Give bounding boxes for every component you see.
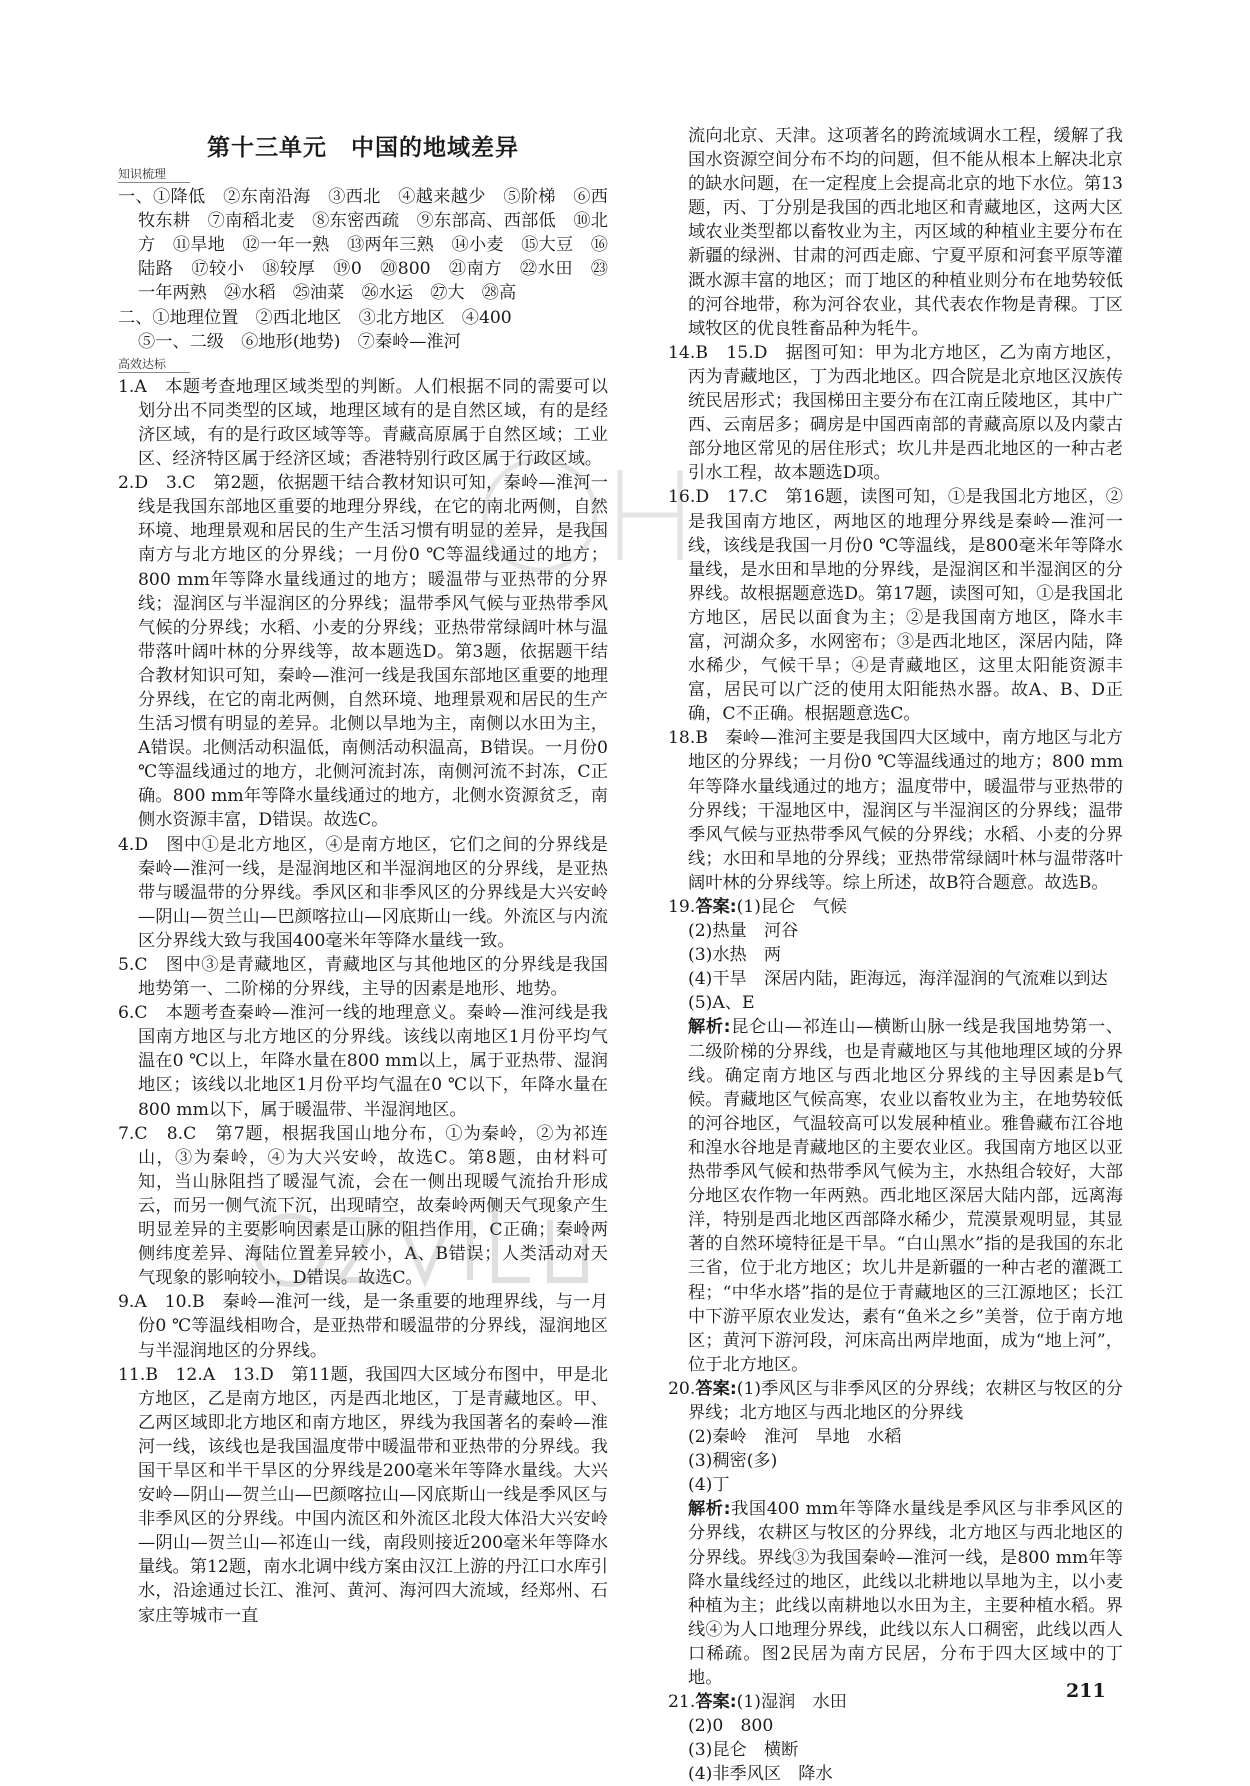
q20-analysis-text: 我国400 mm年等降水量线是季风区与非季风区的分界线，农耕区与牧区的分界线，北方地区与西北地区的分界线。界线③为我国秦岭—淮河一线，是800 mm年等降水量线经过的地区，此线以北耕地以旱地为主，以小麦种植为主；此线以南耕地以水田为主，主要种植水稻。界线④为人口地理分界线，此线以东人口稠密，此线以西人口稀疏。图2民居为南方民居，分布于四大区域中的丁地。 [688, 1499, 1123, 1688]
answer-q7-q8: 7.C 8.C 第7题，根据我国山地分布，①为秦岭，②为祁连山，③为秦岭，④为大兴安岭，故选C。第8题，由材料可知，当山脉阻挡了暖湿气流，会在一侧出现暖气流抬升形成云，而另一侧气流下沉，出现晴空，故秦岭两侧天气现象产生明显差异的主要影响因素是山脉的阻挡作用，C正确；秦岭两侧纬度差异、海陆位置差异较小，A、B错误；人类活动对天气现象的影响较小，D错误。故选C。 [118, 1123, 608, 1289]
q21-answer-1: (1)湿润 水田 [736, 1692, 847, 1713]
q19-answer-3: (3)水热 两 [688, 945, 782, 966]
q20-analysis-label: 解析: [688, 1499, 731, 1520]
q20-number: 20. [668, 1378, 696, 1399]
q21-answer-label: 答案: [695, 1692, 737, 1713]
knowledge-part-1: 一、①降低 ②东南沿海 ③西北 ④越来越少 ⑤阶梯 ⑥西牧东耕 ⑦南稻北麦 ⑧东密西疏 ⑨东部高、西部低 ⑩北方 ⑪旱地 ⑫一年一熟 ⑬两年三熟 ⑭小麦 ⑮大豆 ⑯陆路 ⑰较小 ⑱较厚 ⑲0 ⑳800 ㉑南方 ㉒水田 ㉓一年两熟 ㉔水稻 ㉕油菜 ㉖水运 ㉗大 ㉘高 [118, 187, 608, 304]
section-label-knowledge: 知识梳理 [118, 166, 190, 183]
answer-q11-q13: 11.B 12.A 13.D 第11题，我国四大区域分布图中，甲是北方地区，乙是南方地区，丙是西北地区，丁是青藏地区。甲、乙两区域即北方地区和南方地区，界线为我国著名的秦岭—淮河一线，该线也是我国温度带中暖温带和亚热带的分界线。我国干旱区和半干旱区的分界线是200毫米年等降水量线。大兴安岭—阴山—贺兰山—巴颜喀拉山—冈底斯山一线是季风区与非季风区的分界线。中国内流区和外流区北段大体沿大兴安岭—阴山—贺兰山—祁连山一线，南段则接近200毫米年等降水量线。第12题，南水北调中线方案由汉江上游的丹江口水库引水，沿途通过长江、淮河、黄河、海河四大流域，经郑州、石家庄等城市一直 [118, 1364, 608, 1626]
right-column [668, 124, 1123, 1786]
answer-q1: 1.A 本题考查地理区域类型的判断。人们根据不同的需要可以划分出不同类型的区域，地理区域有的是自然区域，有的是经济区域，有的是行政区域等等。青藏高原属于自然区域；工业区、经济特区属于经济区域；香港特别行政区属于行政区域。 [118, 376, 608, 470]
answer-q21-head [668, 1690, 1123, 1714]
q19-answer-label: 答案: [695, 897, 737, 917]
answer-q2-q3: 2.D 3.C 第2题，依据题干结合教材知识可知，秦岭—淮河一线是我国东部地区重要的地理分界线，在它的南北两侧，自然环境、地理景观和居民的生产生活习惯有明显的差异，是我国南方与北方地区的分界线；一月份0 ℃等温线通过的地方；800 mm年等降水量线通过的地方；暖温带与亚热带的分界线；湿润区与半湿润区的分界线；温带季风气候与亚热带季风气候的分界线；水稻、小麦的分界线；亚热带常绿阔叶林与温带落叶阔叶林的分界线等，故本题选D。第3题，依据题干结合教材知识可知，秦岭—淮河一线是我国东部地区重要的地理分界线，在它的南北两侧，自然环境、地理景观和居民的生产生活习惯有明显的差异。北侧以旱地为主，南侧以水田为主，A错误。北侧活动积温低，南侧活动积温高，B错误。一月份0 ℃等温线通过的地方，北侧河流封冻，南侧河流不封冻，C正确。800 mm年等降水量线通过的地方，北侧水资源贫乏，南侧水资源丰富，D错误。故选C。 [118, 473, 608, 831]
q19-analysis-label: 解析: [688, 1017, 731, 1038]
answer-q5: 5.C 图中③是青藏地区，青藏地区与其他地区的分界线是我国地势第一、二阶梯的分界线，主导的因素是地形、地势。 [118, 955, 608, 1000]
q21-answer-2: (2)0 800 [688, 1716, 774, 1737]
q20-answer-1: (1)季风区与非季风区的分界线；农耕区与牧区的分界线；北方地区与西北地区的分界线 [688, 1378, 1123, 1423]
answer-q19-head [668, 895, 1123, 919]
answer-q20-head [668, 1377, 1123, 1425]
q19-number: 19. [668, 897, 696, 917]
q20-analysis [668, 1497, 1123, 1690]
q21-answer-3: (3)昆仑 横断 [688, 1740, 799, 1761]
q20-answer-3: (3)稠密(多) [688, 1451, 778, 1472]
page-title: 第十三单元 中国的地域差异 [207, 135, 519, 161]
answer-q6: 6.C 本题考查秦岭—淮河一线的地理意义。秦岭—淮河线是我国南方地区与北方地区的分界线。该线以南地区1月份平均气温在0 ℃以上，年降水量在800 mm以上，属于亚热带、湿润地区；该线以北地区1月份平均气温在0 ℃以下，年降水量在800 mm以下，属于暖温带、半湿润地区。 [118, 1003, 608, 1120]
section-label-practice: 高效达标 [118, 356, 190, 373]
q21-answer-4: (4)非季风区 降水 [688, 1764, 833, 1785]
answer-q16-q17: 16.D 17.C 第16题，读图可知，①是我国北方地区，②是我国南方地区，两地区的地理分界线是秦岭—淮河一线，该线是我国一月份0 ℃等温线，是800毫米年等降水量线，是水田和旱地的分界线，是湿润区和半湿润区的分界线。故根据题意选D。第17题，读图可知，①是我国北方地区，居民以面食为主；②是我国南方地区，降水丰富，河湖众多，水网密布；③是西北地区，深居内陆，降水稀少，气候干旱；④是青藏地区，这里太阳能资源丰富，居民可以广泛的使用太阳能热水器。故A、B、D正确，C不正确。根据题意选C。 [668, 487, 1123, 725]
knowledge-part-2b: ⑤一、二级 ⑥地形(地势) ⑦秦岭—淮河 [138, 331, 461, 352]
answer-q18: 18.B 秦岭—淮河主要是我国四大区域中，南方地区与北方地区的分界线；一月份0 ℃等温线通过的地方；800 mm年等降水量线通过的地方；温度带中，暖温带与亚热带的分界线；干湿地区中，湿润区与半湿润区的分界线；温带季风气候与亚热带季风气候的分界线；水稻、小麦的分界线；水田和旱地的分界线；亚热带常绿阔叶林与温带落叶阔叶林的分界线等。综上所述，故B符合题意。故选B。 [668, 728, 1123, 893]
answer-q13-continued: 流向北京、天津。这项著名的跨流域调水工程，缓解了我国水资源空间分布不均的问题，但不能从根本上解决北京的缺水问题，在一定程度上会提高北京的地下水位。第13题，丙、丁分别是我国的西北地区和青藏地区，这两大区域农业类型都以畜牧业为主，丙区域的种植业主要分布在新疆的绿洲、甘肃的河西走廊、宁夏平原和河套平原等灌溉水源丰富的地区；而丁地区的种植业则分布在地势较低的河谷地带，称为河谷农业，其代表农作物是青稞。丁区域牧区的优良牲畜品种为牦牛。 [688, 126, 1123, 339]
q19-answer-5: (5)A、E [688, 993, 755, 1014]
answer-q4: 4.D 图中①是北方地区，④是南方地区，它们之间的分界线是秦岭—淮河一线，是湿润地区和半湿润地区的分界线，是亚热带与暖温带的分界线。季风区和非季风区的分界线是大兴安岭—阴山—贺兰山—巴颜喀拉山—冈底斯山一线。外流区与内流区分界线大致与我国400毫米年等降水量线一致。 [118, 834, 608, 951]
q19-answer-2: (2)热量 河谷 [688, 921, 799, 942]
answer-q14-q15: 14.B 15.D 据图可知：甲为北方地区，乙为南方地区，丙为青藏地区，丁为西北地区。四合院是北京地区汉族传统民居形式；我国梯田主要分布在江南丘陵地区，其中广西、云南居多；碉房是中国西南部的青藏高原以及内蒙古部分地区常见的居住形式；坎儿井是西北地区的一种古老引水工程，故本题选D项。 [668, 342, 1123, 484]
left-column [118, 126, 608, 1628]
q20-answer-label: 答案: [695, 1378, 737, 1399]
q20-answer-4: (4)丁 [688, 1475, 730, 1496]
page-number: 211 [1066, 1680, 1106, 1702]
q20-answer-2: (2)秦岭 淮河 旱地 水稻 [688, 1427, 902, 1448]
q19-answer-4: (4)干旱 深居内陆，距海远，海洋湿润的气流难以到达 [688, 969, 1108, 990]
answer-q9-q10: 9.A 10.B 秦岭—淮河一线，是一条重要的地理界线，与一月份0 ℃等温线相吻合，是亚热带和暖温带的分界线，湿润地区与半湿润地区的分界线。 [118, 1292, 608, 1361]
knowledge-part-2a: 二、①地理位置 ②西北地区 ③北方地区 ④400 [118, 307, 512, 328]
q19-analysis [668, 1015, 1123, 1376]
q19-answer-1: (1)昆仑 气候 [736, 897, 847, 917]
q19-analysis-text: 昆仑山—祁连山—横断山脉一线是我国地势第一、二级阶梯的分界线，也是青藏地区与其他地理区域的分界线。确定南方地区与西北地区分界线的主导因素是b气候。青藏地区气候高寒，农业以畜牧业为主，在地势较低的河谷地区，气温较高可以发展种植业。雅鲁藏布江谷地和湟水谷地是青藏地区的主要农业区。我国南方地区以亚热带季风气候和热带季风气候为主，水热组合较好，大部分地区农作物一年两熟。西北地区深居大陆内部，远离海洋，特别是西北地区西部降水稀少，荒漠景观明显，其显著的自然环境特征是干旱。“白山黑水”指的是我国的东北三省，位于北方地区；坎儿井是新疆的一种古老的灌溉工程；“中华水塔”指的是位于青藏地区的三江源地区；长江中下游平原农业发达，素有“鱼米之乡”美誉，位于南方地区；黄河下游河段，河床高出两岸地面，成为“地上河”，位于北方地区。 [688, 1017, 1123, 1375]
q21-number: 21. [668, 1692, 696, 1713]
